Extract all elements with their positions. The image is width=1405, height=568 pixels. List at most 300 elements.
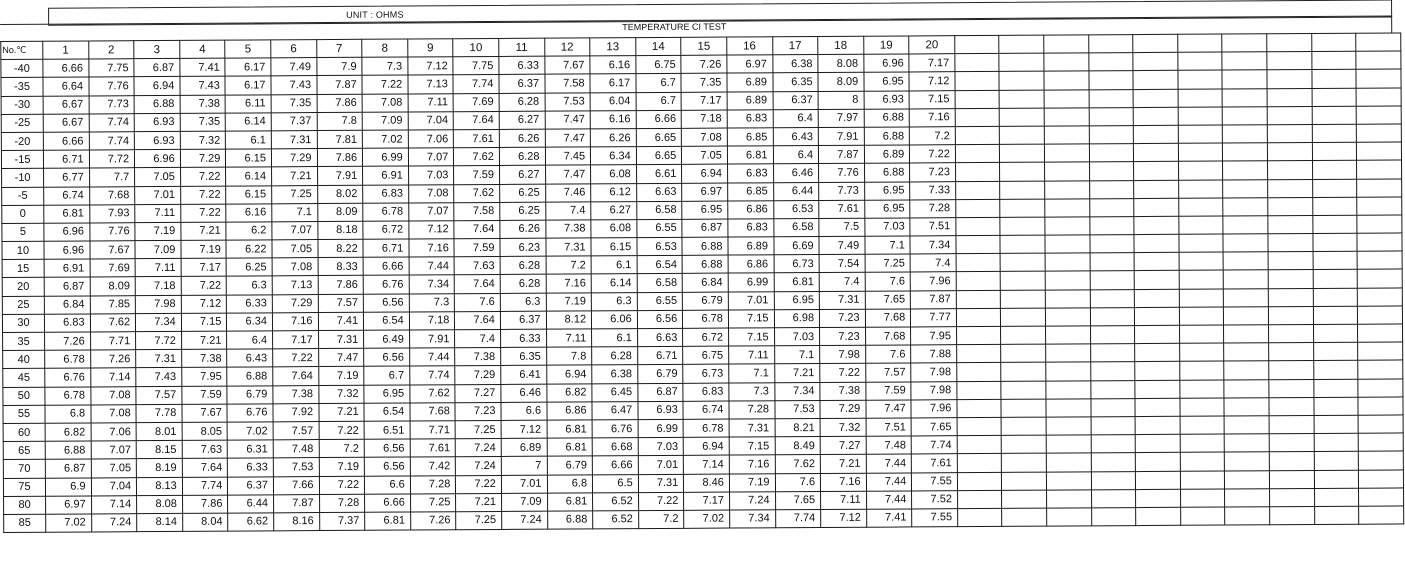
value-cell: 7.41	[180, 58, 226, 76]
value-cell: 8.18	[317, 221, 363, 239]
blank-cell	[1046, 344, 1091, 362]
value-cell: 7.18	[681, 110, 727, 128]
value-cell: 7.27	[820, 436, 866, 454]
value-cell: 7.61	[819, 200, 865, 218]
value-cell: 7.07	[272, 221, 318, 239]
value-cell: 6.43	[227, 349, 273, 367]
value-cell: 6.79	[227, 385, 273, 403]
temperature-cell: 5	[2, 223, 44, 241]
blank-cell	[1044, 108, 1089, 126]
blank-cell	[1267, 33, 1312, 51]
value-cell: 7.12	[181, 295, 227, 313]
blank-cell	[1267, 143, 1312, 161]
blank-cell	[1179, 270, 1224, 288]
value-cell: 7.35	[180, 113, 226, 131]
value-cell: 7.22	[910, 145, 956, 163]
value-cell: 7.21	[271, 167, 317, 185]
blank-cell	[1089, 107, 1134, 125]
blank-cell	[1224, 270, 1269, 288]
value-cell: 7.06	[91, 423, 137, 441]
blank-cell	[1046, 380, 1091, 398]
value-cell: 7.65	[865, 291, 911, 309]
value-cell: 8.12	[546, 311, 592, 329]
value-cell: 7.62	[454, 148, 500, 166]
value-cell: 7.35	[271, 94, 317, 112]
value-cell: 6.96	[135, 150, 181, 168]
blank-cell	[1223, 179, 1268, 197]
blank-cell	[1044, 126, 1089, 144]
blank-cell	[956, 345, 1001, 363]
value-cell: 7.22	[180, 167, 226, 185]
blank-cell	[956, 308, 1001, 326]
value-cell: 6.88	[864, 163, 910, 181]
blank-cell	[1000, 235, 1045, 253]
value-cell: 7.73	[819, 182, 865, 200]
value-cell: 7.1	[774, 346, 820, 364]
temperature-cell: -40	[1, 59, 43, 77]
value-cell: 7.47	[866, 400, 912, 418]
value-cell: 7.19	[546, 293, 592, 311]
value-cell: 6.81	[774, 273, 820, 291]
value-cell: 7.32	[180, 131, 226, 149]
value-cell: 6.3	[227, 276, 273, 294]
value-cell: 6.25	[500, 202, 546, 220]
value-cell: 6.95	[364, 385, 410, 403]
value-cell: 8	[818, 91, 864, 109]
value-cell: 6.8	[547, 474, 593, 492]
blank-cell	[1178, 89, 1223, 107]
blank-cell	[1046, 417, 1091, 435]
value-cell: 6.53	[773, 200, 819, 218]
value-cell: 7.57	[865, 363, 911, 381]
blank-cell	[1133, 34, 1178, 52]
value-cell: 7.13	[408, 75, 454, 93]
value-cell: 6.2	[226, 222, 272, 240]
value-cell: 7.64	[454, 220, 500, 238]
blank-cell	[1358, 360, 1403, 378]
value-cell: 7.68	[89, 186, 135, 204]
value-cell: 7.67	[544, 56, 590, 74]
blank-cell	[1180, 452, 1225, 470]
value-cell: 7.91	[409, 330, 455, 348]
value-cell: 7.22	[456, 475, 502, 493]
value-cell: 7.8	[317, 112, 363, 130]
column-header: 8	[362, 39, 408, 57]
value-cell: 6.55	[637, 219, 683, 237]
blank-cell	[955, 54, 1000, 72]
blank-cell	[1178, 70, 1223, 88]
value-cell: 7.81	[317, 130, 363, 148]
value-cell: 6.26	[590, 129, 636, 147]
value-cell: 7.29	[271, 149, 317, 167]
column-header: 2	[88, 41, 134, 59]
value-cell: 6.35	[772, 73, 818, 91]
blank-cell	[1224, 325, 1269, 343]
value-cell: 6.8	[45, 405, 91, 423]
value-cell: 7.26	[90, 350, 136, 368]
value-cell: 7.55	[912, 509, 958, 527]
value-cell: 7.31	[318, 330, 364, 348]
value-cell: 7.24	[502, 511, 548, 529]
value-cell: 6.76	[227, 404, 273, 422]
value-cell: 7.76	[89, 77, 135, 95]
blank-cell	[1267, 106, 1312, 124]
blank-cell	[1091, 489, 1136, 507]
value-cell: 7.16	[272, 312, 318, 330]
blank-cell	[1313, 270, 1358, 288]
value-cell: 7.22	[319, 421, 365, 439]
blank-cell	[1359, 488, 1404, 506]
column-header: 3	[134, 40, 180, 58]
value-cell: 6.77	[44, 168, 90, 186]
blank-cell	[1091, 417, 1136, 435]
value-cell: 7.24	[91, 514, 137, 532]
blank-cell	[1046, 471, 1091, 489]
blank-cell	[957, 436, 1002, 454]
blank-cell	[1002, 417, 1047, 435]
value-cell: 6.88	[547, 511, 593, 529]
value-cell: 7.29	[272, 294, 318, 312]
value-cell: 7.42	[410, 457, 456, 475]
blank-cell	[1314, 506, 1359, 524]
value-cell: 7.11	[408, 93, 454, 111]
value-cell: 6.89	[501, 438, 547, 456]
value-cell: 7.53	[273, 458, 319, 476]
value-cell: 7.11	[546, 329, 592, 347]
value-cell: 7.14	[90, 368, 136, 386]
value-cell: 6.06	[592, 310, 638, 328]
blank-cell	[955, 35, 1000, 53]
value-cell: 7.03	[408, 166, 454, 184]
value-cell: 7.74	[89, 113, 135, 131]
value-cell: 7.04	[408, 111, 454, 129]
value-cell: 8.33	[318, 258, 364, 276]
value-cell: 7.02	[46, 514, 92, 532]
value-cell: 6.81	[547, 438, 593, 456]
value-cell: 7.54	[819, 254, 865, 272]
column-header: 16	[727, 37, 773, 55]
value-cell: 7.2	[638, 510, 684, 528]
blank-cell	[1089, 198, 1134, 216]
value-cell: 7.37	[271, 112, 317, 130]
value-cell: 6.35	[501, 347, 547, 365]
blank-cell	[1179, 325, 1224, 343]
value-cell: 6.33	[228, 458, 274, 476]
value-cell: 6.88	[134, 95, 180, 113]
value-cell: 6.54	[364, 312, 410, 330]
value-cell: 7.71	[410, 421, 456, 439]
blank-cell	[1359, 506, 1404, 524]
value-cell: 6.95	[864, 181, 910, 199]
blank-cell	[957, 490, 1002, 508]
temperature-cell: 35	[3, 332, 45, 350]
value-cell: 6.71	[363, 239, 409, 257]
value-cell: 6.56	[363, 294, 409, 312]
blank-cell	[1356, 106, 1401, 124]
value-cell: 6.75	[636, 56, 682, 74]
temperature-cell: -25	[1, 114, 43, 132]
value-cell: 7.2	[319, 439, 365, 457]
value-cell: 7.75	[88, 59, 134, 77]
blank-cell	[1179, 252, 1224, 270]
blank-cell	[1000, 144, 1045, 162]
value-cell: 6.72	[683, 328, 729, 346]
blank-cell	[1313, 324, 1358, 342]
value-cell: 6.54	[637, 256, 683, 274]
column-header: 15	[681, 37, 727, 55]
value-cell: 7.11	[821, 491, 867, 509]
value-cell: 7.93	[89, 204, 135, 222]
value-cell: 7.12	[409, 221, 455, 239]
temperature-cell: -35	[1, 78, 43, 96]
column-header: 13	[590, 38, 636, 56]
value-cell: 6.66	[43, 132, 89, 150]
blank-cell	[1135, 289, 1180, 307]
blank-cell	[1179, 234, 1224, 252]
value-cell: 6.99	[638, 419, 684, 437]
value-cell: 7.09	[501, 493, 547, 511]
value-cell: 7.15	[729, 437, 775, 455]
value-cell: 7.38	[181, 349, 227, 367]
value-cell: 6.14	[226, 113, 272, 131]
blank-cell	[1313, 251, 1358, 269]
value-cell: 7.88	[911, 345, 957, 363]
value-cell: 6.23	[500, 238, 546, 256]
value-cell: 7.87	[818, 145, 864, 163]
blank-cell	[955, 163, 1000, 181]
blank-cell	[1000, 199, 1045, 217]
blank-cell	[1089, 71, 1134, 89]
value-cell: 6.96	[44, 223, 90, 241]
value-cell: 8.09	[317, 203, 363, 221]
blank-cell	[1268, 215, 1313, 233]
value-cell: 6.56	[364, 457, 410, 475]
value-cell: 6.62	[228, 513, 274, 531]
value-cell: 7.52	[912, 490, 958, 508]
value-cell: 6.33	[499, 56, 545, 74]
blank-cell	[957, 508, 1002, 526]
blank-cell	[1359, 469, 1404, 487]
blank-cell	[1179, 198, 1224, 216]
blank-cell	[1046, 435, 1091, 453]
value-cell: 7.31	[545, 238, 591, 256]
value-cell: 6.81	[727, 146, 773, 164]
blank-cell	[1178, 125, 1223, 143]
value-cell: 7.8	[546, 347, 592, 365]
blank-cell	[1223, 107, 1268, 125]
blank-cell	[1358, 324, 1403, 342]
value-cell: 7.08	[272, 258, 318, 276]
value-cell: 6.87	[638, 383, 684, 401]
value-cell: 7.22	[181, 204, 227, 222]
blank-cell	[1222, 70, 1267, 88]
blank-cell	[1358, 306, 1403, 324]
blank-cell	[955, 181, 1000, 199]
blank-cell	[1178, 107, 1223, 125]
blank-cell	[1000, 90, 1045, 108]
value-cell: 7.14	[684, 455, 730, 473]
value-cell: 7.58	[454, 202, 500, 220]
blank-cell	[1223, 88, 1268, 106]
value-cell: 7.92	[273, 403, 319, 421]
blank-cell	[1178, 180, 1223, 198]
blank-cell	[1179, 307, 1224, 325]
value-cell: 7.16	[909, 108, 955, 126]
value-cell: 7.43	[271, 76, 317, 94]
value-cell: 6.46	[501, 384, 547, 402]
value-cell: 6.83	[683, 383, 729, 401]
value-cell: 6.12	[591, 183, 637, 201]
value-cell: 7.47	[545, 165, 591, 183]
value-cell: 7.23	[455, 402, 501, 420]
blank-cell	[955, 90, 1000, 108]
value-cell: 7.02	[227, 422, 273, 440]
value-cell: 6.37	[228, 476, 274, 494]
blank-cell	[956, 235, 1001, 253]
value-cell: 7.24	[729, 491, 775, 509]
value-cell: 7.17	[681, 92, 727, 110]
blank-cell	[957, 417, 1002, 435]
value-cell: 7.51	[910, 218, 956, 236]
blank-cell	[1001, 308, 1046, 326]
blank-cell	[1225, 470, 1270, 488]
value-cell: 7.07	[408, 148, 454, 166]
value-cell: 7.62	[410, 384, 456, 402]
value-cell: 6.14	[591, 274, 637, 292]
value-cell: 6.84	[44, 296, 90, 314]
value-cell: 7.78	[136, 404, 182, 422]
value-cell: 7.08	[362, 94, 408, 112]
value-cell: 6.83	[727, 164, 773, 182]
value-cell: 7.12	[408, 57, 454, 75]
value-cell: 7.66	[273, 476, 319, 494]
value-cell: 6.89	[728, 237, 774, 255]
value-cell: 6.81	[547, 493, 593, 511]
blank-cell	[956, 326, 1001, 344]
value-cell: 7.68	[410, 402, 456, 420]
value-cell: 7.98	[911, 363, 957, 381]
value-cell: 6.38	[772, 55, 818, 73]
value-cell: 6.71	[637, 347, 683, 365]
value-cell: 7.25	[410, 493, 456, 511]
value-cell: 8.21	[775, 418, 821, 436]
value-cell: 6.28	[500, 275, 546, 293]
value-cell: 6.61	[636, 165, 682, 183]
value-cell: 6.95	[682, 201, 728, 219]
blank-cell	[1091, 380, 1136, 398]
value-cell: 7.31	[729, 419, 775, 437]
value-cell: 7.22	[181, 277, 227, 295]
column-header: 12	[544, 38, 590, 56]
blank-cell	[1134, 271, 1179, 289]
value-cell: 7.24	[456, 439, 502, 457]
value-cell: 7.49	[819, 236, 865, 254]
value-cell: 6.94	[682, 164, 728, 182]
value-cell: 7.74	[911, 436, 957, 454]
blank-cell	[1045, 271, 1090, 289]
value-cell: 7.65	[775, 491, 821, 509]
value-cell: 6.81	[365, 512, 411, 530]
value-cell: 6.66	[592, 456, 638, 474]
blank-cell	[957, 381, 1002, 399]
value-cell: 8.05	[182, 422, 228, 440]
value-cell: 6.34	[591, 147, 637, 165]
value-cell: 6.3	[500, 293, 546, 311]
blank-cell	[1091, 435, 1136, 453]
value-cell: 8.19	[136, 459, 182, 477]
blank-cell	[1044, 35, 1089, 53]
value-cell: 6.33	[500, 329, 546, 347]
blank-cell	[1134, 216, 1179, 234]
blank-cell	[1225, 416, 1270, 434]
blank-cell	[1269, 343, 1314, 361]
blank-cell	[1091, 398, 1136, 416]
blank-cell	[1090, 362, 1135, 380]
value-cell: 7.05	[682, 146, 728, 164]
blank-cell	[1357, 215, 1402, 233]
value-cell: 7.16	[820, 473, 866, 491]
value-cell: 7.12	[821, 509, 867, 527]
value-cell: 7.15	[909, 90, 955, 108]
value-cell: 7.01	[728, 291, 774, 309]
value-cell: 7.47	[318, 348, 364, 366]
value-cell: 7.64	[454, 111, 500, 129]
value-cell: 6.85	[727, 128, 773, 146]
value-cell: 6.81	[547, 420, 593, 438]
value-cell: 7.1	[865, 236, 911, 254]
blank-cell	[1312, 179, 1357, 197]
blank-cell	[1135, 434, 1180, 452]
value-cell: 7.96	[911, 399, 957, 417]
value-cell: 7.21	[181, 222, 227, 240]
value-cell: 7.26	[45, 332, 91, 350]
value-cell: 6.86	[728, 255, 774, 273]
value-cell: 6.53	[637, 237, 683, 255]
value-cell: 8.13	[137, 477, 183, 495]
value-cell: 7.43	[180, 76, 226, 94]
value-cell: 7.71	[90, 332, 136, 350]
value-cell: 7.9	[316, 57, 362, 75]
value-cell: 6.79	[547, 456, 593, 474]
value-cell: 6.15	[226, 185, 272, 203]
value-cell: 7.05	[135, 168, 181, 186]
blank-cell	[1358, 288, 1403, 306]
blank-cell	[1178, 143, 1223, 161]
temperature-cell: -5	[2, 187, 44, 205]
temperature-cell: 0	[2, 205, 44, 223]
value-cell: 6.66	[365, 494, 411, 512]
value-cell: 7.18	[135, 277, 181, 295]
blank-cell	[999, 53, 1044, 71]
value-cell: 7.07	[408, 202, 454, 220]
value-cell: 7.28	[319, 494, 365, 512]
blank-cell	[1089, 180, 1134, 198]
blank-cell	[1358, 379, 1403, 397]
value-cell: 7.58	[544, 74, 590, 92]
blank-cell	[1268, 288, 1313, 306]
value-cell: 7.74	[182, 477, 228, 495]
value-cell: 7.02	[362, 130, 408, 148]
value-cell: 6.89	[864, 145, 910, 163]
value-cell: 7.57	[136, 386, 182, 404]
blank-cell	[1001, 344, 1046, 362]
value-cell: 7.29	[820, 400, 866, 418]
value-cell: 7.38	[180, 95, 226, 113]
value-cell: 7.23	[910, 163, 956, 181]
value-cell: 8.09	[90, 277, 136, 295]
blank-cell	[1180, 361, 1225, 379]
blank-cell	[1180, 489, 1225, 507]
